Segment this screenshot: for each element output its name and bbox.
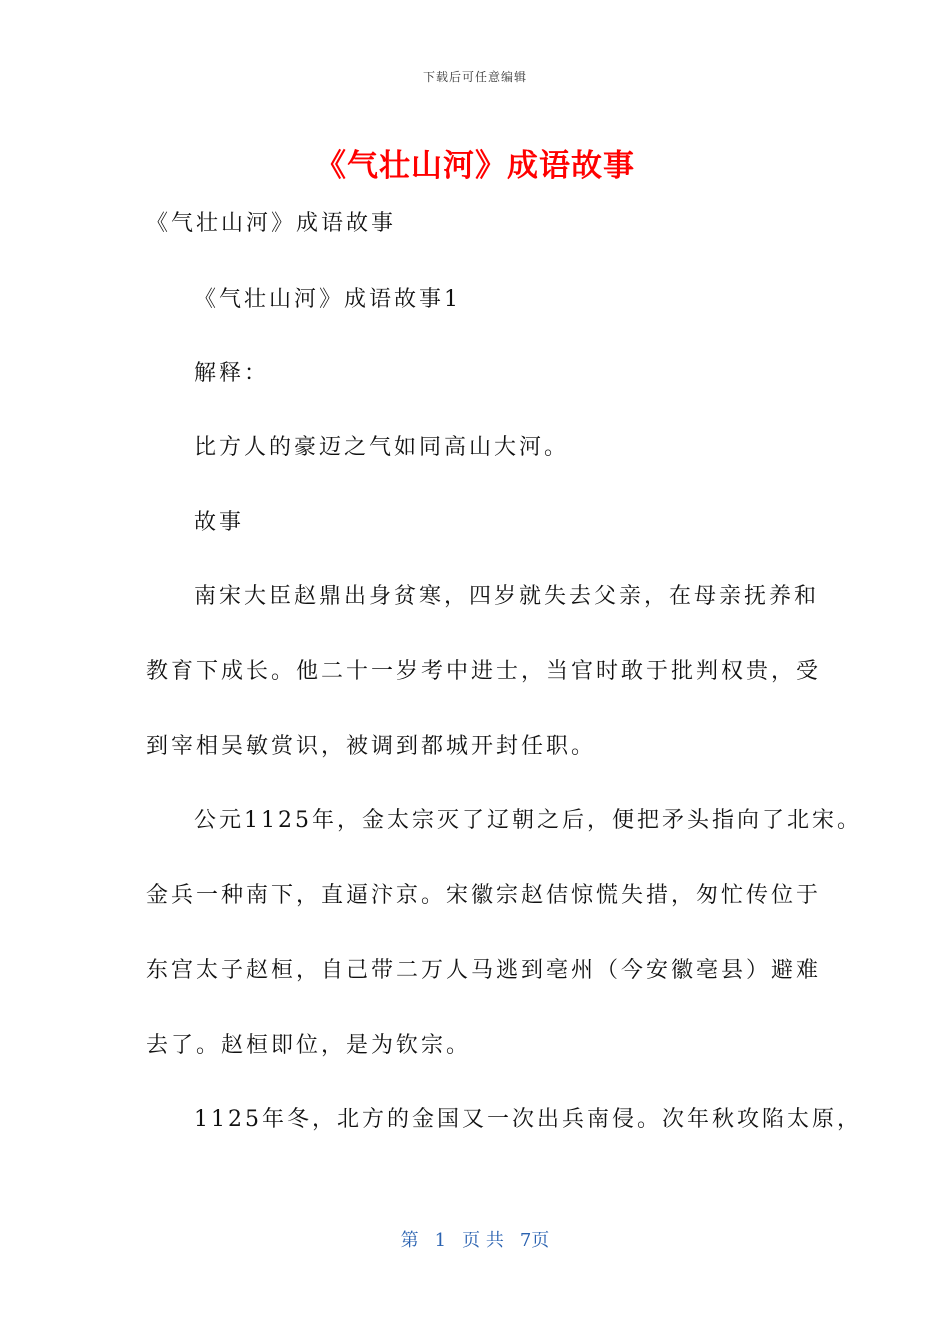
footer-prefix: 第 [400, 1230, 419, 1251]
paragraph-line: 东宫太子赵桓，自己带二万人马逃到亳州（今安徽亳县）避难 [146, 958, 822, 983]
explanation-label: 解释： [194, 361, 270, 386]
paragraph-line: 公元1125年，金太宗灭了辽朝之后，便把矛头指向了北宋。 [194, 808, 862, 833]
page-footer [0, 1226, 950, 1252]
paragraph-line: 去了。赵桓即位，是为钦宗。 [146, 1033, 472, 1058]
section-heading: 《气壮山河》成语故事1 [194, 287, 461, 312]
paragraph-line: 1125年冬，北方的金国又一次出兵南侵。次年秋攻陷太原， [194, 1107, 862, 1132]
story-label: 故事 [194, 510, 245, 535]
footer-total: 7页 [519, 1230, 550, 1251]
subtitle-line: 《气壮山河》成语故事 [146, 211, 397, 236]
paragraph-line: 金兵一种南下，直逼汴京。宋徽宗赵佶惊慌失措，匆忙传位于 [146, 883, 822, 908]
paragraph-line: 到宰相吴敏赏识，被调到都城开封任职。 [146, 734, 597, 759]
header-note: 下载后可任意编辑 [422, 70, 527, 84]
footer-middle: 页 共 [462, 1230, 504, 1251]
footer-page-number: 1 [434, 1230, 447, 1251]
paragraph-line: 教育下成长。他二十一岁考中进士，当官时敢于批判权贵，受 [146, 659, 822, 684]
document-title: 《气壮山河》成语故事 [315, 148, 635, 184]
explanation-text: 比方人的豪迈之气如同高山大河。 [194, 435, 570, 460]
paragraph-line: 南宋大臣赵鼎出身贫寒，四岁就失去父亲，在母亲抚养和 [194, 584, 820, 609]
